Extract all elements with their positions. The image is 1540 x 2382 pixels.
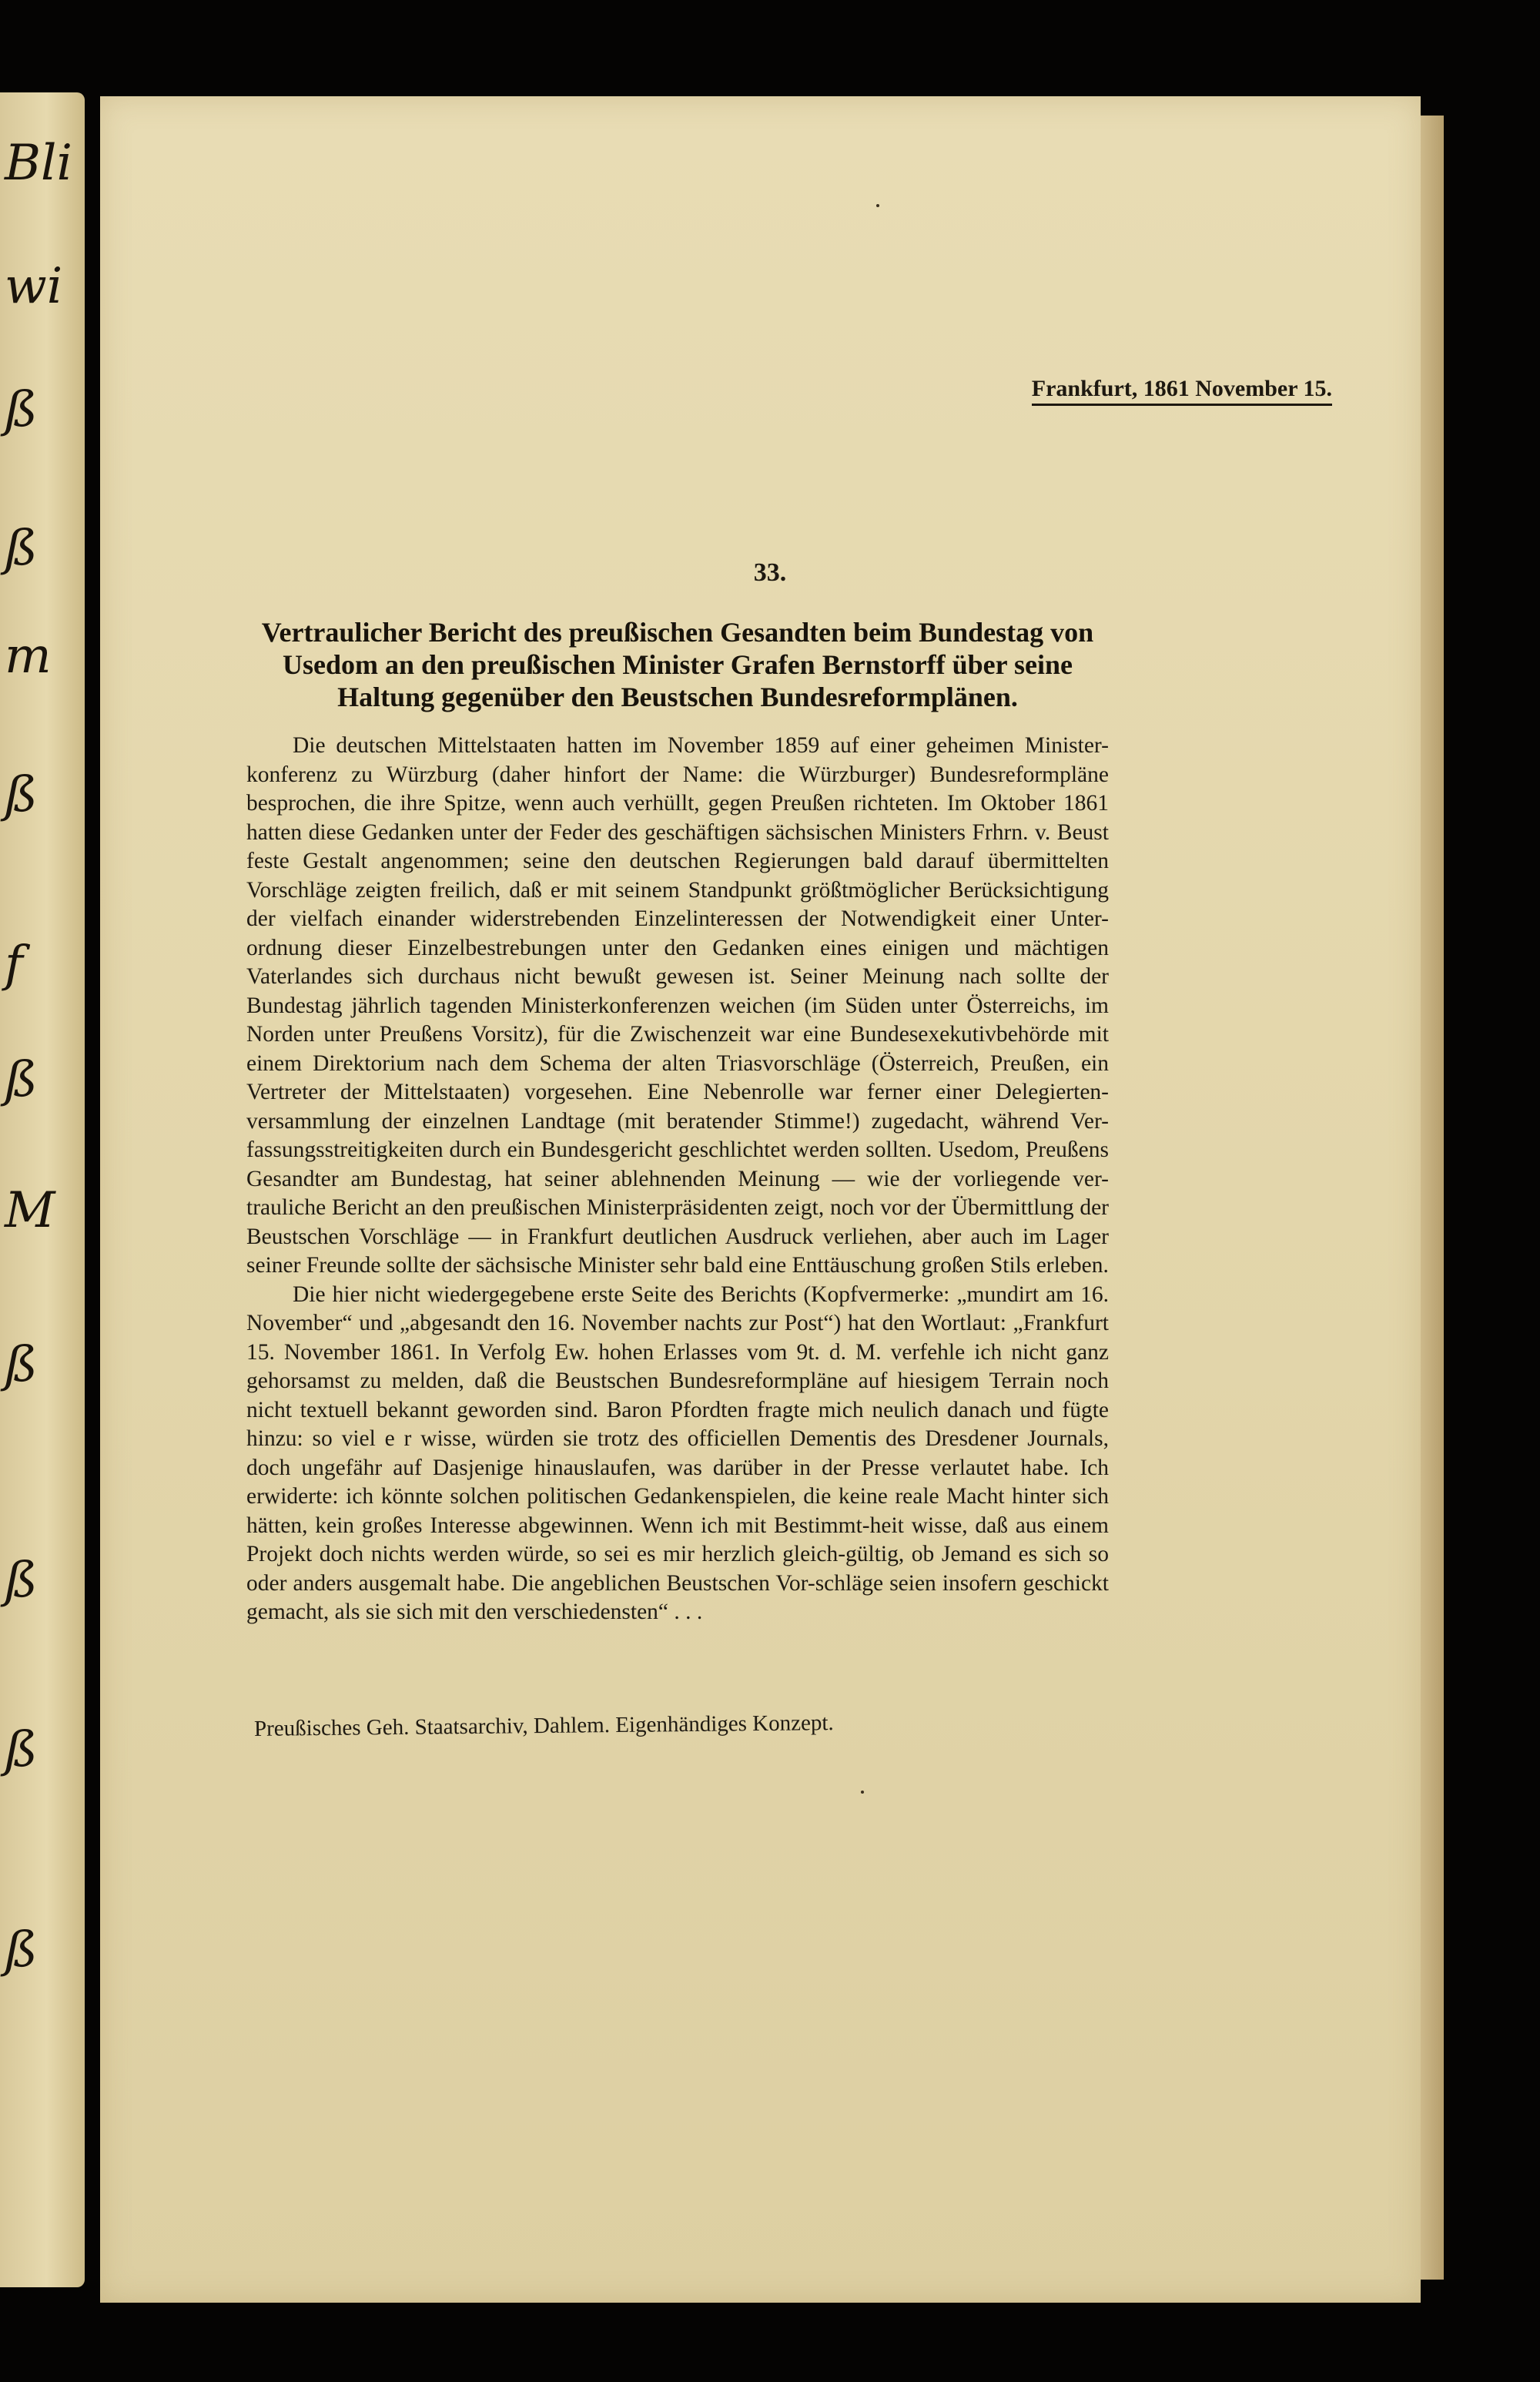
source-note: Preußisches Geh. Staatsarchiv, Dahlem. Eigenhändiges Konzept.	[253, 1710, 834, 1741]
body-text	[246, 732, 1109, 1627]
handwriting-fragment: Bli	[5, 135, 72, 192]
handwriting-fragment: ß	[5, 1336, 38, 1393]
document-title: Vertraulicher Bericht des preußischen Gesandten beim Bundestag von Usedom an den preußischen Minister Grafen Bernstorff über seine Haltung gegenüber den Beustschen Bundesreformplänen.	[261, 617, 1094, 712]
handwriting-fragment: ß	[5, 1552, 38, 1609]
handwriting-fragment: wi	[5, 258, 63, 315]
handwriting-fragment: ß	[5, 520, 38, 577]
page-header-date: Frankfurt, 1861 November 15.	[1032, 376, 1332, 406]
left-page-margin	[0, 92, 85, 2287]
handwriting-fragment: M	[5, 1182, 55, 1239]
handwriting-fragment: ß	[5, 1721, 38, 1778]
handwriting-fragment: ß	[5, 1921, 38, 1978]
page-edge	[1421, 116, 1444, 2280]
speck	[876, 204, 879, 207]
handwriting-fragment: ß	[5, 766, 38, 823]
paragraph-report: Die hier nicht wiedergegebene erste Seite des Berichts (Kopfvermerke: „mundirt am 16. November“ und „abgesandt den 16. November nachts zur Post“) hat den Wortlaut: „Frankfurt 15. November 1861. In Verfolg Ew. hohen Erlasses vom 9t. d. M. verfehle ich nicht ganz gehorsamst zu melden, daß die Beustschen Bundesreformpläne auf hiesigem Terrain noch nicht textuell bekannt geworden sind. Baron Pfordten fragte mich neulich danach und fügte hinzu: so viel e r wisse, würden sie trotz des officiellen Dementis des Dresdener Journals, doch ungefähr auf Dasjenige hinauslaufen, was darüber in der Presse verlautet habe. Ich erwiderte: ich könnte solchen politischen Gedankenspielen, die keine reale Macht hinter sich hätten, kein großes Interesse abgewinnen. Wenn ich mit Bestimmt-heit wisse, daß aus einem Projekt doch nichts werden würde, so sei es mir herzlich gleich-gültig, ob Jemand es sich so oder anders ausgemalt habe. Die angeblichen Beustschen Vor-schläge seien insofern geschickt gemacht, als sie sich mit den verschiedensten“ . . .	[246, 1281, 1109, 1624]
handwriting-fragment: ß	[5, 381, 38, 438]
handwriting-fragment: ß	[5, 1051, 38, 1108]
paragraph-intro: Die deutschen Mittelstaaten hatten im November 1859 auf einer geheimen Minister-konferenz zu Würzburg (daher hinfort der Name: die Würzburger) Bundesreformpläne besprochen, die ihre Spitze, wenn auch verhüllt, gegen Preußen richteten. Im Oktober 1861 hatten diese Gedanken unter der Feder des geschäftigen sächsischen Ministers Frhrn. v. Beust feste Gestalt angenommen; seine den deutschen Regierungen bald darauf übermittelten Vorschläge zeigten freilich, daß er mit seinem Standpunkt größtmöglicher Berücksichtigung der vielfach einander widerstrebenden Einzelinteressen der Notwendigkeit einer Unter-ordnung dieser Einzelbestrebungen unter den Gedanken eines einigen und mächtigen Vaterlandes sich durchaus nicht bewußt gewesen ist. Seiner Meinung nach sollte der Bundestag jährlich tagenden Ministerkonferenzen weichen (im Süden unter Österreichs, im Norden unter Preußens Vorsitz), für die Zwischenzeit war eine Bundesexekutivbehörde mit einem Direktorium nach dem Schema der alten Triasvorschläge (Österreich, Preußen, ein Vertreter der Mittelstaaten) vorgesehen. Eine Nebenrolle war ferner einer Delegierten-versammlung der einzelnen Landtage (mit beratender Stimme!) zugedacht, während Ver-fassungsstreitigkeiten durch ein Bundesgericht geschlichtet werden sollten. Usedom, Preußens Gesandter am Bundestag, hat seiner ablehnenden Meinung — wie der vorliegende ver-trauliche Bericht an den preußischen Ministerpräsidenten zeigt, noch vor der Übermittlung der Beustschen Vorschläge — in Frankfurt deutlichen Ausdruck verliehen, aber auch im Lager seiner Freunde sollte der sächsische Minister sehr bald eine Enttäuschung großen Stils erleben.	[246, 733, 1109, 1278]
document-number: 33.	[753, 558, 787, 587]
speck	[861, 1791, 864, 1794]
handwriting-fragment: m	[5, 628, 52, 685]
handwriting-fragment: f	[5, 936, 23, 993]
